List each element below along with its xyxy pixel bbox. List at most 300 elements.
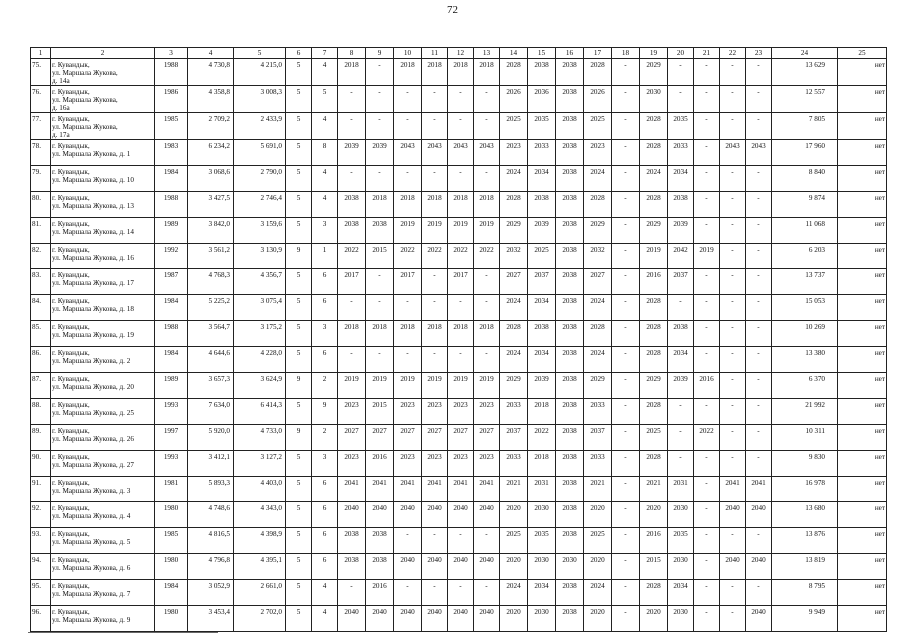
page-number: 72 <box>447 4 458 16</box>
table-cell: 2016 <box>366 450 394 476</box>
table-cell: 2022 <box>394 243 422 269</box>
header-cell: 11 <box>422 48 448 59</box>
table-cell: 5 <box>286 476 312 502</box>
table-cell: 3 624,9 <box>234 373 286 399</box>
table-cell: 2018 <box>474 59 500 86</box>
table-cell: 2022 <box>422 243 448 269</box>
table-cell: 5 <box>312 86 338 113</box>
table-cell: 2023 <box>394 450 422 476</box>
table-cell: 2015 <box>366 398 394 424</box>
table-cell: 2042 <box>668 243 694 269</box>
table-cell: 2028 <box>640 113 668 140</box>
table-cell: нет <box>838 502 887 528</box>
table-cell: 2039 <box>668 217 694 243</box>
table-cell: 2039 <box>668 373 694 399</box>
table-cell: 2018 <box>474 191 500 217</box>
table-cell: 2033 <box>500 450 528 476</box>
address-cell: г. Кувандык, ул. Маршала Жукова, д. 16а <box>51 86 155 113</box>
table-cell: 2040 <box>394 606 422 632</box>
header-cell: 15 <box>528 48 556 59</box>
table-cell: - <box>422 269 448 295</box>
table-cell: 2028 <box>640 398 668 424</box>
table-cell: 2033 <box>500 398 528 424</box>
table-cell: - <box>338 86 366 113</box>
table-cell: 2 709,2 <box>188 113 234 140</box>
address-cell: г. Кувандык, ул. Маршала Жукова, д. 25 <box>51 398 155 424</box>
header-cell: 18 <box>612 48 640 59</box>
table-cell: - <box>612 398 640 424</box>
table-cell: 2027 <box>448 424 474 450</box>
table-cell: 2026 <box>584 86 612 113</box>
table-cell: 2030 <box>556 554 584 580</box>
table-cell: 2022 <box>474 243 500 269</box>
table-cell: 76. <box>31 86 51 113</box>
table-cell: 3 127,2 <box>234 450 286 476</box>
table-cell: - <box>448 113 474 140</box>
table-cell: 21 992 <box>772 398 838 424</box>
table-cell: - <box>668 59 694 86</box>
table-cell: - <box>668 86 694 113</box>
table-cell: 2022 <box>694 424 720 450</box>
table-cell: 2030 <box>528 606 556 632</box>
table-cell: 2028 <box>640 580 668 606</box>
table-cell: 3 068,6 <box>188 165 234 191</box>
table-cell: 2041 <box>366 476 394 502</box>
table-cell: 2017 <box>448 269 474 295</box>
table-cell: 2033 <box>528 140 556 166</box>
header-cell: 23 <box>746 48 772 59</box>
table-cell: 2025 <box>528 243 556 269</box>
table-cell: - <box>474 347 500 373</box>
address-cell: г. Кувандык, ул. Маршала Жукова, д. 16 <box>51 243 155 269</box>
table-cell: 2038 <box>556 347 584 373</box>
table-cell: 2016 <box>366 580 394 606</box>
table-cell: - <box>394 295 422 321</box>
table-cell: 2034 <box>668 165 694 191</box>
address-cell: г. Кувандык, ул. Маршала Жукова, д. 5 <box>51 528 155 554</box>
table-cell: 2017 <box>394 269 422 295</box>
table-cell: - <box>448 580 474 606</box>
table-cell: 2028 <box>640 191 668 217</box>
table-cell: 2 746,4 <box>234 191 286 217</box>
table-cell: - <box>612 528 640 554</box>
table-cell: - <box>338 113 366 140</box>
table-cell: - <box>720 373 746 399</box>
table-cell: 1987 <box>155 269 188 295</box>
table-cell: 2038 <box>556 398 584 424</box>
table-cell: 2041 <box>422 476 448 502</box>
table-cell: 2038 <box>556 502 584 528</box>
table-row <box>31 59 887 86</box>
table-cell: 2019 <box>366 373 394 399</box>
table-cell: 2018 <box>474 321 500 347</box>
table-cell: 2024 <box>584 347 612 373</box>
table-cell: 2034 <box>668 580 694 606</box>
table-row <box>31 450 887 476</box>
table-cell: 2 433,9 <box>234 113 286 140</box>
address-cell: г. Кувандык, ул. Маршала Жукова, д. 17а <box>51 113 155 140</box>
table-cell: 4 796,8 <box>188 554 234 580</box>
table-cell: 1980 <box>155 606 188 632</box>
table-cell: - <box>422 347 448 373</box>
header-cell: 14 <box>500 48 528 59</box>
table-cell: - <box>474 295 500 321</box>
header-cell: 10 <box>394 48 422 59</box>
table-cell: 2020 <box>500 502 528 528</box>
table-cell: 2019 <box>394 217 422 243</box>
table-cell: 4 358,8 <box>188 86 234 113</box>
table-cell: 4 644,6 <box>188 347 234 373</box>
table-cell: - <box>694 476 720 502</box>
table-cell: 2028 <box>640 347 668 373</box>
table-cell: - <box>338 580 366 606</box>
table-cell: 9 949 <box>772 606 838 632</box>
table-cell: - <box>720 217 746 243</box>
table-cell: 2016 <box>640 269 668 295</box>
table-cell: - <box>394 528 422 554</box>
header-cell: 8 <box>338 48 366 59</box>
table-cell: 2022 <box>448 243 474 269</box>
table-cell: 8 795 <box>772 580 838 606</box>
table-cell: - <box>612 140 640 166</box>
table-cell: 2028 <box>500 59 528 86</box>
table-cell: 4 816,5 <box>188 528 234 554</box>
table-cell: - <box>338 295 366 321</box>
table-cell: 2028 <box>640 450 668 476</box>
address-cell: г. Кувандык, ул. Маршала Жукова, д. 4 <box>51 502 155 528</box>
table-cell: 2038 <box>338 217 366 243</box>
table-cell: 2019 <box>474 373 500 399</box>
table-cell: 3 564,7 <box>188 321 234 347</box>
address-cell: г. Кувандык, ул. Маршала Жукова, д. 10 <box>51 165 155 191</box>
table-cell: - <box>694 528 720 554</box>
address-cell: г. Кувандык, ул. Маршала Жукова, д. 14а <box>51 59 155 86</box>
table-cell: 13 680 <box>772 502 838 528</box>
table-cell: 9 830 <box>772 450 838 476</box>
table-cell: 9 <box>286 424 312 450</box>
table-cell: 2019 <box>640 243 668 269</box>
table-cell: 2041 <box>448 476 474 502</box>
table-cell: 2038 <box>556 217 584 243</box>
table-cell: 1985 <box>155 113 188 140</box>
table-cell: 2040 <box>474 502 500 528</box>
table-cell: 2018 <box>394 321 422 347</box>
table-cell: 2027 <box>584 269 612 295</box>
table-cell: 4 356,7 <box>234 269 286 295</box>
table-cell: 2043 <box>448 140 474 166</box>
table-cell: - <box>720 113 746 140</box>
table-cell: 2038 <box>528 59 556 86</box>
table-cell: 2038 <box>668 321 694 347</box>
table-cell: 88. <box>31 398 51 424</box>
table-cell: нет <box>838 373 887 399</box>
table-cell: 2040 <box>474 606 500 632</box>
table-cell: 5 893,3 <box>188 476 234 502</box>
table-cell: 2040 <box>422 606 448 632</box>
table-cell: нет <box>838 191 887 217</box>
table-cell: 2025 <box>584 113 612 140</box>
table-cell: 2038 <box>366 217 394 243</box>
table-cell: - <box>720 269 746 295</box>
table-cell: 4 <box>312 165 338 191</box>
address-cell: г. Кувандык, ул. Маршала Жукова, д. 6 <box>51 554 155 580</box>
table-cell: - <box>366 269 394 295</box>
table-cell: - <box>612 295 640 321</box>
table-cell: - <box>422 86 448 113</box>
table-cell: 2043 <box>720 140 746 166</box>
table-cell: 2040 <box>746 554 772 580</box>
table-cell: 2023 <box>448 450 474 476</box>
table-cell: 2038 <box>556 606 584 632</box>
table-cell: - <box>746 424 772 450</box>
table-cell: - <box>694 269 720 295</box>
table-cell: 2 <box>312 373 338 399</box>
table-cell: 8 840 <box>772 165 838 191</box>
table-cell: 2019 <box>338 373 366 399</box>
table-cell: - <box>746 398 772 424</box>
table-cell: 2038 <box>556 450 584 476</box>
header-cell: 12 <box>448 48 474 59</box>
table-cell: 4 403,0 <box>234 476 286 502</box>
table-cell: 2018 <box>338 59 366 86</box>
table-cell: - <box>694 450 720 476</box>
table-cell: 15 053 <box>772 295 838 321</box>
table-cell: 1989 <box>155 373 188 399</box>
table-cell: 5 <box>286 269 312 295</box>
table-cell: 2040 <box>366 502 394 528</box>
table-cell: нет <box>838 243 887 269</box>
table-cell: - <box>612 606 640 632</box>
table-cell: - <box>746 113 772 140</box>
header-cell: 4 <box>188 48 234 59</box>
table-cell: 2043 <box>746 140 772 166</box>
table-cell: 2025 <box>640 424 668 450</box>
header-cell: 3 <box>155 48 188 59</box>
table-cell: 6 <box>312 554 338 580</box>
table-cell: 2038 <box>556 424 584 450</box>
table-cell: 2023 <box>584 140 612 166</box>
table-cell: - <box>394 113 422 140</box>
table-cell: - <box>694 165 720 191</box>
table-cell: 2038 <box>556 165 584 191</box>
table-cell: - <box>746 191 772 217</box>
table-cell: 2 702,0 <box>234 606 286 632</box>
table-cell: 3 <box>312 321 338 347</box>
address-cell: г. Кувандык, ул. Маршала Жукова, д. 1 <box>51 140 155 166</box>
table-cell: 2038 <box>556 295 584 321</box>
table-cell: нет <box>838 140 887 166</box>
table-row <box>31 191 887 217</box>
table-cell: 2038 <box>556 191 584 217</box>
table-cell: 3 <box>312 217 338 243</box>
table-cell: 1984 <box>155 580 188 606</box>
table-cell: 2027 <box>474 424 500 450</box>
table-cell: 2020 <box>640 502 668 528</box>
table-cell: 5 <box>286 295 312 321</box>
table-cell: 5 <box>286 140 312 166</box>
address-cell: г. Кувандык, ул. Маршала Жукова, д. 18 <box>51 295 155 321</box>
table-cell: 2036 <box>528 86 556 113</box>
table-cell: 91. <box>31 476 51 502</box>
table-cell: 5 <box>286 554 312 580</box>
table-cell: 2015 <box>366 243 394 269</box>
table-cell: - <box>448 295 474 321</box>
table-cell: 5 <box>286 502 312 528</box>
table-cell: 2040 <box>448 554 474 580</box>
table-cell: - <box>694 140 720 166</box>
table-cell: 2040 <box>720 502 746 528</box>
table-cell: 2024 <box>584 580 612 606</box>
table-cell: 9 <box>312 398 338 424</box>
table-cell: 2018 <box>448 321 474 347</box>
table-cell: 2028 <box>640 140 668 166</box>
table-cell: 1988 <box>155 59 188 86</box>
table-cell: 5 691,0 <box>234 140 286 166</box>
header-cell: 17 <box>584 48 612 59</box>
table-cell: - <box>612 113 640 140</box>
table-cell: 2030 <box>528 554 556 580</box>
table-cell: 2038 <box>338 554 366 580</box>
table-row <box>31 528 887 554</box>
table-cell: 2018 <box>394 59 422 86</box>
table-cell: 7 805 <box>772 113 838 140</box>
address-cell: г. Кувандык, ул. Маршала Жукова, д. 2 <box>51 347 155 373</box>
table-cell: 3 008,3 <box>234 86 286 113</box>
table-cell: 2041 <box>338 476 366 502</box>
table-cell: - <box>720 165 746 191</box>
table-cell: - <box>720 59 746 86</box>
table-cell: 93. <box>31 528 51 554</box>
table-cell: 4 <box>312 580 338 606</box>
table-cell: - <box>694 217 720 243</box>
table-cell: - <box>720 86 746 113</box>
table-cell: нет <box>838 113 887 140</box>
table-cell: 6 <box>312 502 338 528</box>
table-cell: 2020 <box>640 606 668 632</box>
table-cell: 2028 <box>640 321 668 347</box>
table-cell: 2038 <box>366 554 394 580</box>
table-cell: нет <box>838 476 887 502</box>
table-cell: 2018 <box>366 321 394 347</box>
table-cell: - <box>720 295 746 321</box>
table-cell: 2018 <box>338 321 366 347</box>
table-cell: 4 398,9 <box>234 528 286 554</box>
table-cell: - <box>746 321 772 347</box>
table-cell: 2023 <box>422 450 448 476</box>
table-cell: 2039 <box>366 140 394 166</box>
table-cell: - <box>474 86 500 113</box>
table-cell: 4 733,0 <box>234 424 286 450</box>
table-cell: 2029 <box>640 373 668 399</box>
table-cell: 1984 <box>155 165 188 191</box>
table-cell: нет <box>838 269 887 295</box>
table-cell: 3 <box>312 450 338 476</box>
table-cell: 2039 <box>528 373 556 399</box>
table-cell: 87. <box>31 373 51 399</box>
table-cell: 10 311 <box>772 424 838 450</box>
table-cell: 1983 <box>155 140 188 166</box>
table-cell: 2028 <box>584 191 612 217</box>
table-cell: 2029 <box>640 59 668 86</box>
table-row <box>31 295 887 321</box>
table-cell: 2033 <box>668 140 694 166</box>
housing-table <box>30 47 887 632</box>
address-cell: г. Кувандык, ул. Маршала Жукова, д. 9 <box>51 606 155 632</box>
table-cell: 2027 <box>422 424 448 450</box>
table-cell: нет <box>838 321 887 347</box>
table-cell: 6 <box>312 347 338 373</box>
header-cell: 13 <box>474 48 500 59</box>
table-cell: 6 <box>312 269 338 295</box>
table-cell: 2038 <box>556 373 584 399</box>
table-cell: 77. <box>31 113 51 140</box>
table-cell: - <box>422 580 448 606</box>
table-cell: 5 <box>286 59 312 86</box>
table-cell: 4 <box>312 191 338 217</box>
table-cell: 2038 <box>556 476 584 502</box>
table-cell: 3 657,3 <box>188 373 234 399</box>
table-cell: - <box>720 606 746 632</box>
table-cell: 2022 <box>338 243 366 269</box>
table-cell: 2024 <box>640 165 668 191</box>
address-cell: г. Кувандык, ул. Маршала Жукова, д. 3 <box>51 476 155 502</box>
table-cell: 2040 <box>338 606 366 632</box>
table-cell: 2038 <box>556 113 584 140</box>
table-cell: - <box>422 295 448 321</box>
table-cell: - <box>366 295 394 321</box>
table-cell: 13 629 <box>772 59 838 86</box>
table-cell: 75. <box>31 59 51 86</box>
table-cell: 1992 <box>155 243 188 269</box>
table-cell: 7 634,0 <box>188 398 234 424</box>
table-cell: 2035 <box>668 528 694 554</box>
table-cell: 2034 <box>528 580 556 606</box>
table-cell: 5 <box>286 398 312 424</box>
table-cell: - <box>694 113 720 140</box>
table-cell: нет <box>838 59 887 86</box>
address-cell: г. Кувандык, ул. Маршала Жукова, д. 14 <box>51 217 155 243</box>
table-cell: 94. <box>31 554 51 580</box>
table-cell: - <box>474 165 500 191</box>
table-cell: 2018 <box>528 450 556 476</box>
table-cell: нет <box>838 606 887 632</box>
table-cell: 5 920,0 <box>188 424 234 450</box>
table-cell: 2038 <box>556 321 584 347</box>
table-cell: 2035 <box>528 528 556 554</box>
table-cell: 2028 <box>500 191 528 217</box>
table-cell: 4 343,0 <box>234 502 286 528</box>
table-cell: - <box>612 424 640 450</box>
table-cell: 2040 <box>394 502 422 528</box>
table-cell: 2018 <box>366 191 394 217</box>
table-cell: 2019 <box>448 217 474 243</box>
table-cell: 2026 <box>500 86 528 113</box>
table-cell: 13 876 <box>772 528 838 554</box>
table-cell: 8 <box>312 140 338 166</box>
table-cell: 2027 <box>394 424 422 450</box>
table-cell: 10 269 <box>772 321 838 347</box>
table-cell: 2038 <box>338 191 366 217</box>
table-cell: 2039 <box>528 217 556 243</box>
table-cell: 2037 <box>584 424 612 450</box>
table-cell: - <box>720 398 746 424</box>
table-cell: - <box>720 424 746 450</box>
header-cell: 25 <box>838 48 887 59</box>
table-cell: 89. <box>31 424 51 450</box>
table-cell: 13 819 <box>772 554 838 580</box>
table-cell: 2030 <box>528 502 556 528</box>
table-cell: 2018 <box>422 59 448 86</box>
